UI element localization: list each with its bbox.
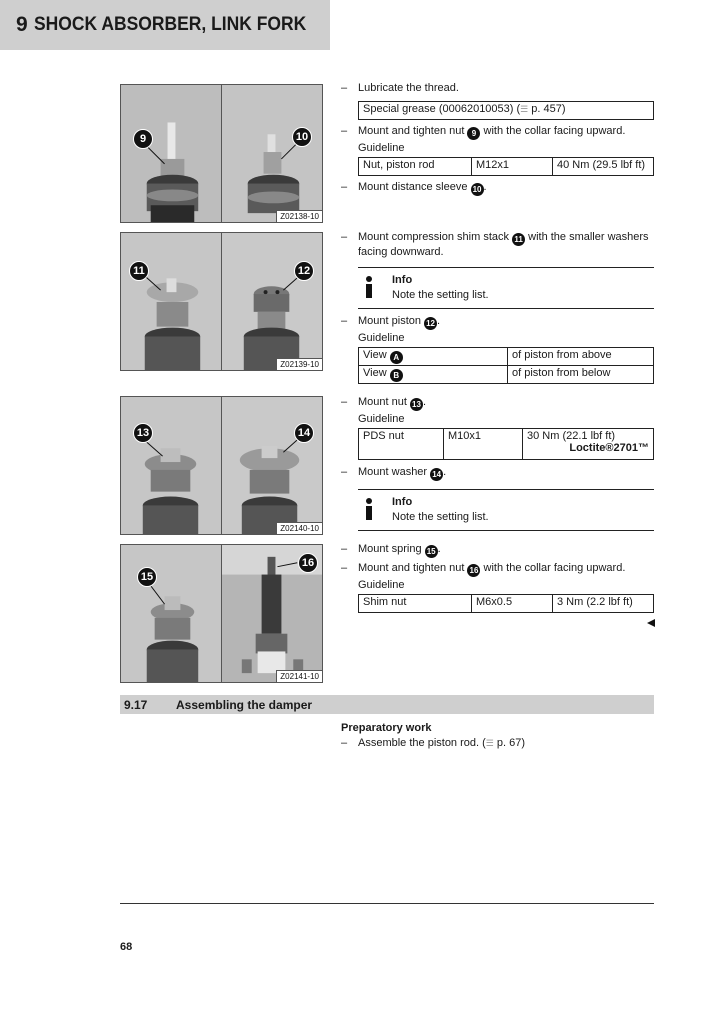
info-icon — [362, 498, 376, 520]
table-cell: PDS nut — [359, 429, 444, 460]
info-title: Info — [392, 274, 413, 286]
end-of-procedure-icon — [647, 619, 655, 627]
figure-ref: Z02139-10 — [276, 358, 322, 370]
step-text: facing downward. — [358, 246, 444, 258]
callout-13: 13 — [133, 423, 153, 443]
figure-1-right-photo — [221, 85, 322, 222]
figure-ref: Z02138-10 — [276, 210, 322, 222]
guideline-label: Guideline — [358, 413, 405, 425]
step-text: . — [422, 396, 427, 408]
step-text: Mount and tighten nut — [358, 125, 468, 137]
info-text: Note the setting list. — [392, 289, 489, 301]
info-text: Note the setting list. — [392, 511, 489, 523]
callout-ref: 12 — [424, 317, 437, 330]
section-title: Assembling the damper — [176, 697, 313, 712]
figure-1-left-photo — [121, 85, 221, 222]
callout-ref: 16 — [467, 564, 480, 577]
table-cell: M6x0.5 — [472, 595, 553, 613]
callout-ref: 9 — [467, 127, 480, 140]
step-text: Mount and tighten nut — [358, 562, 468, 574]
table-cell: 3 Nm (2.2 lbf ft) — [553, 595, 654, 613]
step-dash: – — [341, 315, 348, 327]
torque-table-piston-rod — [358, 157, 654, 176]
page-ref-icon: ☰ — [485, 738, 494, 748]
callout-14: 14 — [294, 423, 314, 443]
figure-ref: Z02141-10 — [276, 670, 322, 682]
table-cell: 40 Nm (29.5 lbf ft) — [553, 158, 654, 176]
callout-ref: 14 — [430, 468, 443, 481]
step-text: Lubricate the thread. — [358, 82, 459, 94]
torque-table-shim-nut — [358, 594, 654, 613]
step-text: Mount washer — [358, 466, 431, 478]
step-dash: – — [341, 396, 348, 408]
step-dash: – — [341, 181, 348, 193]
chapter-header — [0, 0, 330, 50]
step-text: . — [437, 315, 441, 327]
info-box — [358, 267, 654, 309]
callout-ref: 11 — [512, 233, 525, 246]
table-cell: M10x1 — [444, 429, 523, 460]
step-dash: – — [341, 737, 348, 749]
step-text: . — [437, 543, 441, 555]
callout-9: 9 — [133, 129, 153, 149]
callout-12: 12 — [294, 261, 314, 281]
torque-value: 30 Nm (22.1 lbf ft) — [527, 430, 616, 442]
callout-ref: 15 — [425, 545, 438, 558]
step-text: Assemble the piston rod. ( — [358, 737, 486, 749]
step-text: with the collar facing upward. — [480, 562, 626, 574]
step-dash: – — [341, 466, 348, 478]
figure-2-right-photo — [221, 233, 322, 370]
step-text: . — [443, 466, 447, 478]
footer-divider — [120, 903, 654, 904]
callout-11: 11 — [129, 261, 149, 281]
guideline-label: Guideline — [358, 142, 405, 154]
figure-3-left-photo — [121, 397, 221, 534]
callout-15: 15 — [137, 567, 157, 587]
figure-3 — [120, 396, 323, 535]
step-text: Mount compression shim stack — [358, 231, 513, 243]
figure-2 — [120, 232, 323, 371]
step-dash: – — [341, 562, 348, 574]
piston-view-table — [358, 347, 654, 384]
grease-page-ref: p. 457) — [528, 103, 566, 115]
chapter-number: 9 — [16, 13, 28, 36]
table-cell: Nut, piston rod — [359, 158, 472, 176]
table-cell — [523, 429, 654, 460]
guideline-label: Guideline — [358, 332, 405, 344]
page-number: 68 — [120, 941, 133, 953]
table-cell: of piston from above — [508, 348, 654, 366]
callout-10: 10 — [292, 127, 312, 147]
step-dash: – — [341, 543, 348, 555]
table-cell: Shim nut — [359, 595, 472, 613]
info-title: Info — [392, 496, 413, 508]
grease-table — [358, 101, 654, 120]
grease-cell — [359, 102, 654, 120]
view-key: B — [390, 369, 403, 382]
table-cell: of piston from below — [508, 366, 654, 384]
section-header — [120, 695, 654, 714]
page-ref[interactable]: p. 67) — [493, 737, 526, 749]
figure-2-left-photo — [121, 233, 221, 370]
guideline-label: Guideline — [358, 579, 405, 591]
figure-4-right-photo — [221, 545, 322, 682]
table-cell: M12x1 — [472, 158, 553, 176]
grease-name: Special grease (00062010053) ( — [363, 103, 521, 115]
info-box — [358, 489, 654, 531]
chapter-title: SHOCK ABSORBER, LINK FORK — [34, 14, 307, 35]
step-text: Mount distance sleeve — [358, 181, 471, 193]
figure-4 — [120, 544, 323, 683]
step-text: with the smaller washers — [525, 231, 649, 243]
torque-table-pds-nut — [358, 428, 654, 460]
view-key: A — [390, 351, 403, 364]
callout-ref: 13 — [410, 398, 423, 411]
step-dash: – — [341, 231, 348, 243]
info-icon — [362, 276, 376, 298]
table-cell: View B — [359, 366, 508, 384]
figure-1 — [120, 84, 323, 223]
step-text: . — [483, 181, 487, 193]
step-dash: – — [341, 82, 348, 94]
table-cell: View A — [359, 348, 508, 366]
step-dash: – — [341, 125, 348, 137]
step-text: with the collar facing upward. — [480, 125, 626, 137]
figure-4-left-photo — [121, 545, 221, 682]
callout-16: 16 — [298, 553, 318, 573]
callout-ref: 10 — [471, 183, 484, 196]
page-ref-icon: ☰ — [520, 104, 529, 114]
section-number: 9.17 — [124, 697, 148, 712]
prep-title: Preparatory work — [341, 722, 432, 734]
step-text: Mount piston — [358, 315, 425, 327]
figure-ref: Z02140-10 — [276, 522, 322, 534]
threadlocker: Loctite®2701™ — [569, 442, 649, 454]
step-text: Mount nut — [358, 396, 410, 408]
figure-3-right-photo — [221, 397, 322, 534]
step-text: Mount spring — [358, 543, 425, 555]
